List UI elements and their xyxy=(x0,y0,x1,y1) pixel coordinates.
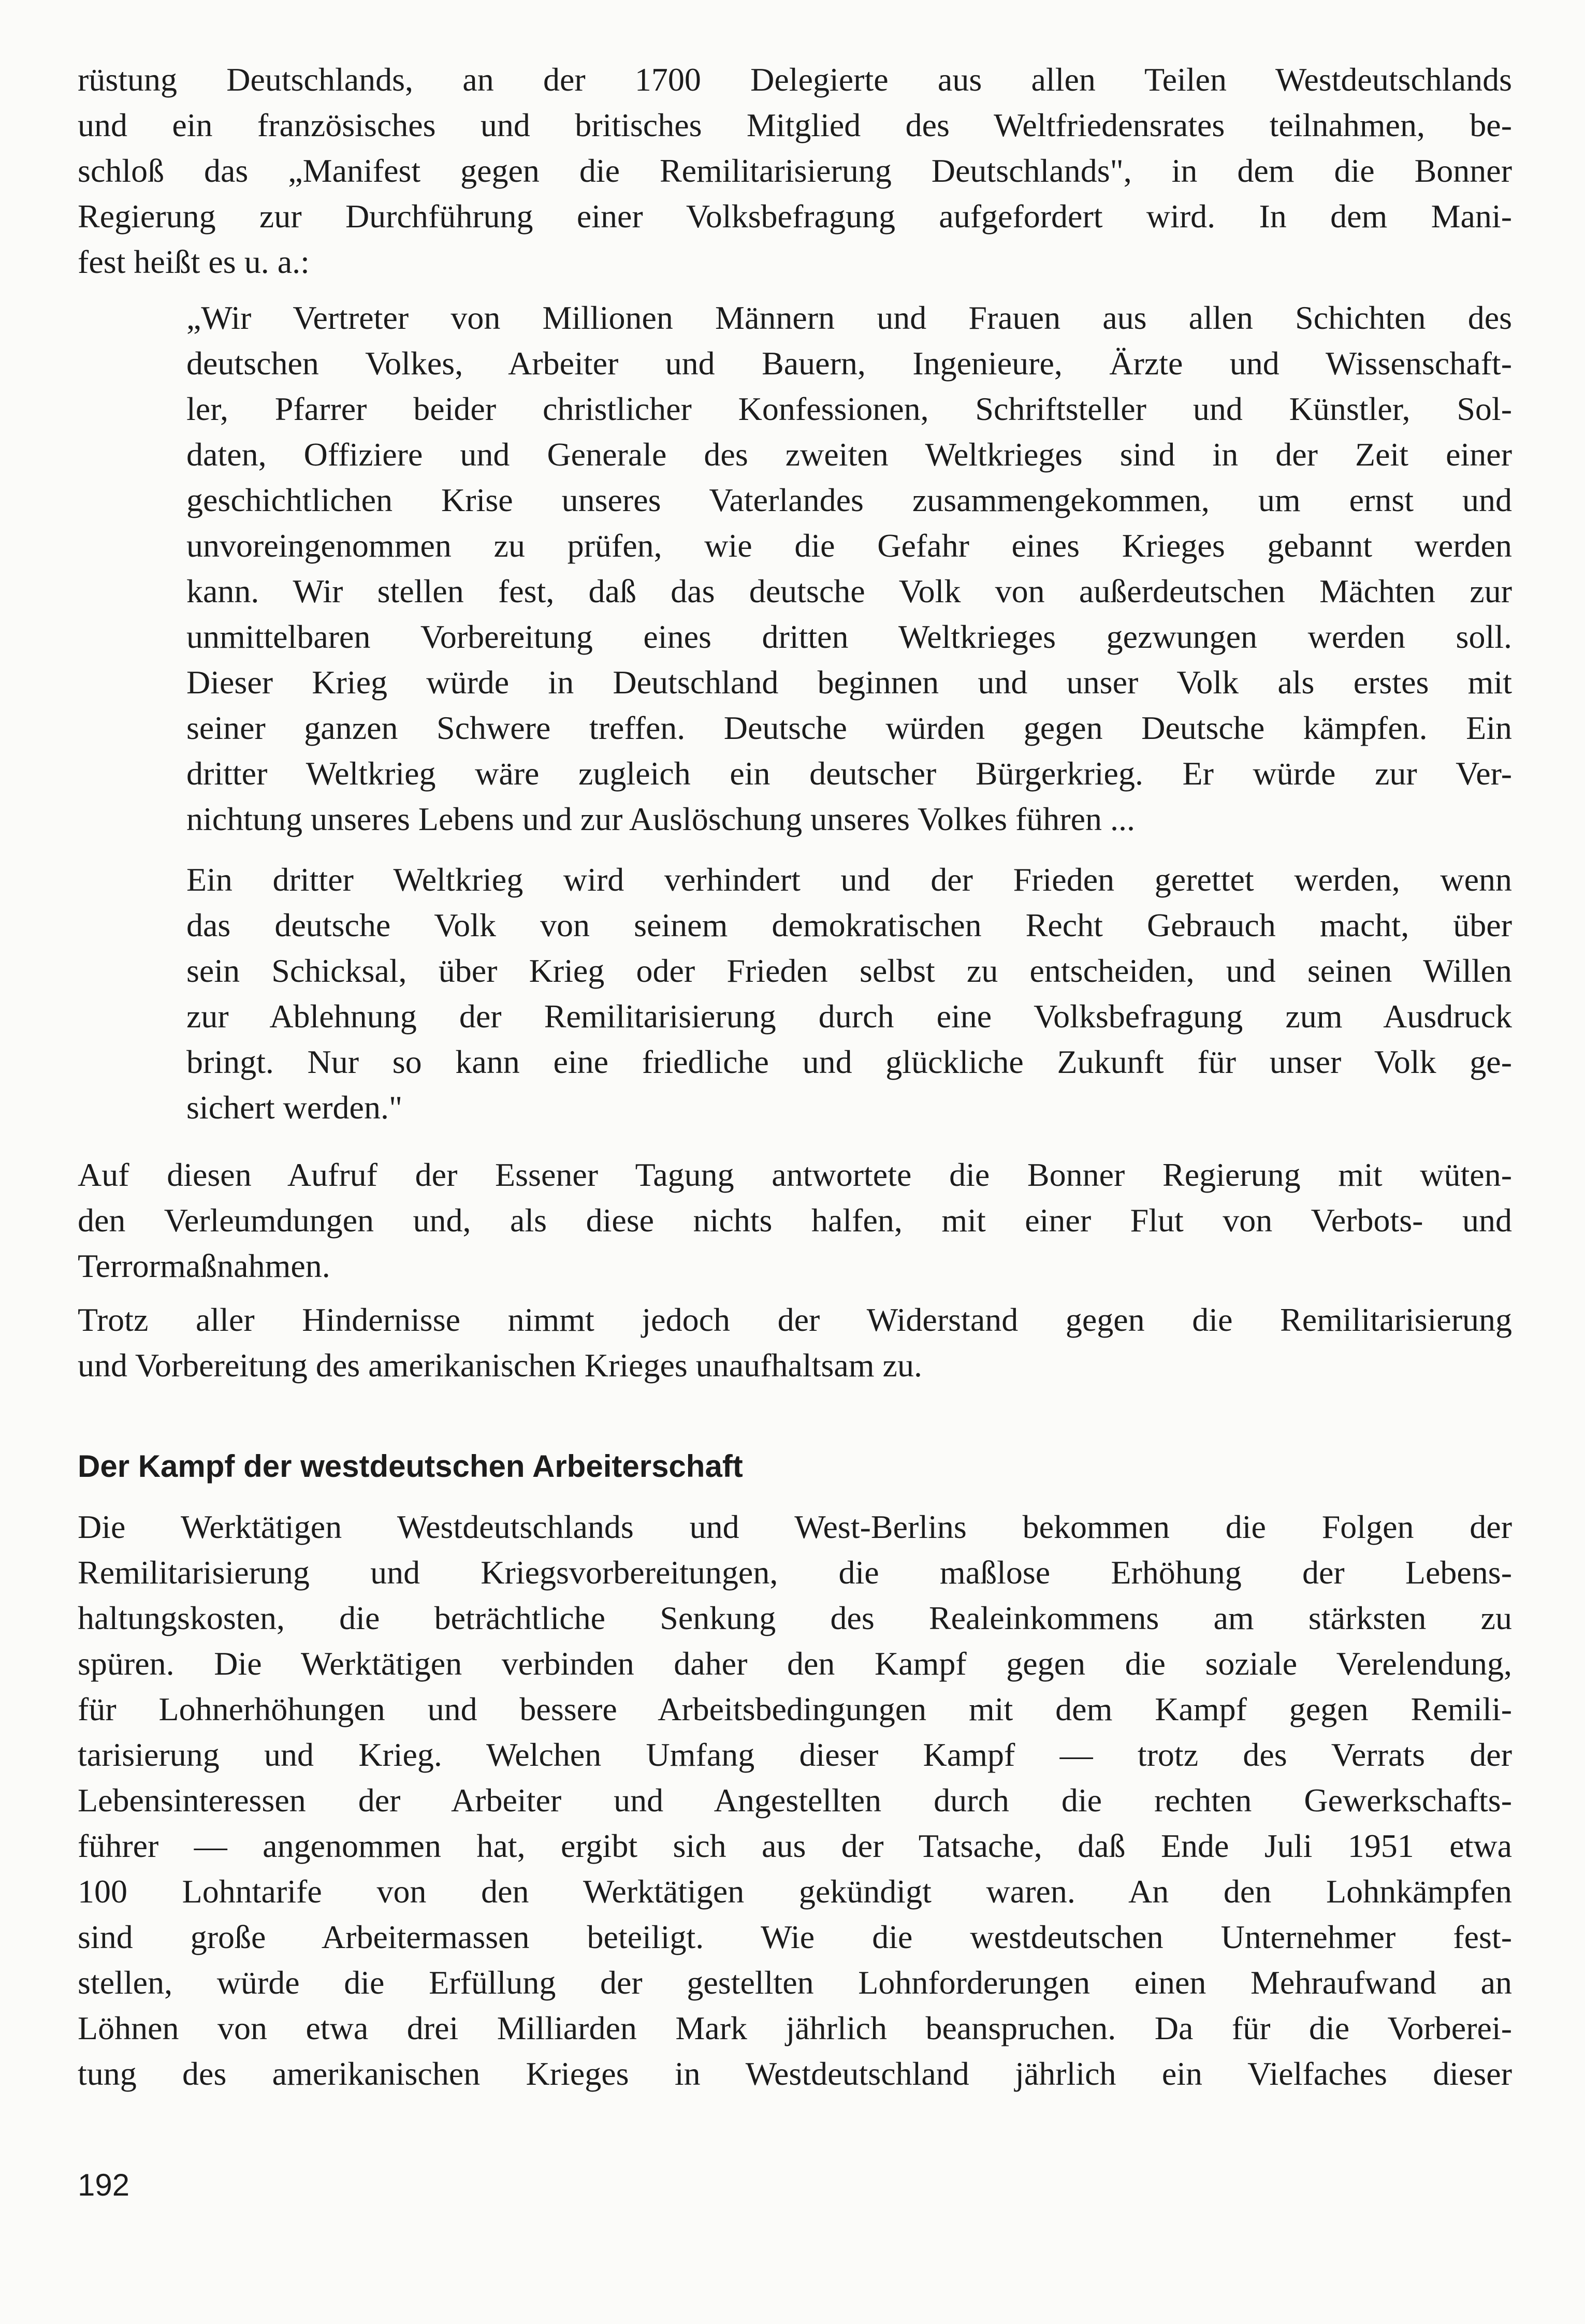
text-line: Lebensinteressen der Arbeiter und Angestellten durch die rechten Gewerkschafts- xyxy=(78,1782,1512,1819)
manifest-quote-part-2 xyxy=(186,857,1512,1130)
text-line: rüstung Deutschlands, an der 1700 Delegierte aus allen Teilen Westdeutschlands xyxy=(78,61,1512,98)
text-line: haltungskosten, die beträchtliche Senkung des Realeinkommens am stärksten zu xyxy=(78,1600,1512,1636)
text-line: kann. Wir stellen fest, daß das deutsche Volk von außerdeutschen Mächten zur xyxy=(186,573,1512,609)
text-line: für Lohnerhöhungen und bessere Arbeitsbedingungen mit dem Kampf gegen Remili- xyxy=(78,1691,1512,1727)
text-line: und Vorbereitung des amerikanischen Krieges unaufhaltsam zu. xyxy=(78,1347,922,1384)
text-line: nichtung unseres Lebens und zur Auslöschung unseres Volkes führen ... xyxy=(186,801,1135,837)
resistance-paragraph xyxy=(78,1297,1512,1388)
text-line: stellen, würde die Erfüllung der gestellten Lohnforderungen einen Mehraufwand an xyxy=(78,1964,1512,2001)
text-line: sind große Arbeitermassen beteiligt. Wie die westdeutschen Unternehmer fest- xyxy=(78,1919,1512,1955)
text-line: zur Ablehnung der Remilitarisierung durch eine Volksbefragung zum Ausdruck xyxy=(186,998,1512,1035)
text-line: dritter Weltkrieg wäre zugleich ein deutscher Bürgerkrieg. Er würde zur Ver- xyxy=(186,755,1512,792)
text-line: Ein dritter Weltkrieg wird verhindert und der Frieden gerettet werden, wenn xyxy=(186,861,1512,898)
text-line: fest heißt es u. a.: xyxy=(78,243,310,280)
text-line: den Verleumdungen und, als diese nichts halfen, mit einer Flut von Verbots- und xyxy=(78,1202,1512,1239)
text-line: Terrormaßnahmen. xyxy=(78,1247,330,1284)
text-line: Löhnen von etwa drei Milliarden Mark jährlich beanspruchen. Da für die Vorberei- xyxy=(78,2010,1512,2046)
text-line: Die Werktätigen Westdeutschlands und West-Berlins bekommen die Folgen der xyxy=(78,1508,1512,1545)
text-line: tung des amerikanischen Krieges in Westdeutschland jährlich ein Vielfaches dieser xyxy=(78,2055,1512,2092)
text-line: unvoreingenommen zu prüfen, wie die Gefahr eines Krieges gebannt werden xyxy=(186,527,1512,564)
text-line: schloß das „Manifest gegen die Remilitarisierung Deutschlands", in dem die Bonner xyxy=(78,152,1512,189)
text-line: geschichtlichen Krise unseres Vaterlandes zusammengekommen, um ernst und xyxy=(186,482,1512,518)
manifest-quote-part-1 xyxy=(186,295,1512,842)
text-line: bringt. Nur so kann eine friedliche und glückliche Zukunft für unser Volk ge- xyxy=(186,1043,1512,1080)
text-line: das deutsche Volk von seinem demokratischen Recht Gebrauch macht, über xyxy=(186,907,1512,943)
section-heading: Der Kampf der westdeutschen Arbeiterschaft xyxy=(78,1449,743,1484)
reaction-paragraph xyxy=(78,1152,1512,1289)
text-line: daten, Offiziere und Generale des zweiten Weltkrieges sind in der Zeit einer xyxy=(186,436,1512,473)
text-line: Dieser Krieg würde in Deutschland beginnen und unser Volk als erstes mit xyxy=(186,664,1512,701)
text-line: spüren. Die Werktätigen verbinden daher den Kampf gegen die soziale Verelendung, xyxy=(78,1645,1512,1682)
text-line: sichert werden." xyxy=(186,1089,403,1126)
text-line: „Wir Vertreter von Millionen Männern und Frauen aus allen Schichten des xyxy=(186,299,1512,336)
section-paragraph xyxy=(78,1504,1512,2097)
text-line: unmittelbaren Vorbereitung eines dritten Weltkrieges gezwungen werden soll. xyxy=(186,618,1512,655)
text-line: seiner ganzen Schwere treffen. Deutsche würden gegen Deutsche kämpfen. Ein xyxy=(186,709,1512,746)
text-line: 100 Lohntarife von den Werktätigen gekündigt waren. An den Lohnkämpfen xyxy=(78,1873,1512,1910)
text-line: Remilitarisierung und Kriegsvorbereitungen, die maßlose Erhöhung der Lebens- xyxy=(78,1554,1512,1591)
text-line: ler, Pfarrer beider christlicher Konfessionen, Schriftsteller und Künstler, Sol- xyxy=(186,390,1512,427)
text-line: führer — angenommen hat, ergibt sich aus der Tatsache, daß Ende Juli 1951 etwa xyxy=(78,1827,1512,1864)
text-line: Trotz aller Hindernisse nimmt jedoch der Widerstand gegen die Remilitarisierung xyxy=(78,1301,1512,1338)
page-number: 192 xyxy=(78,2168,130,2202)
text-line: tarisierung und Krieg. Welchen Umfang dieser Kampf — trotz des Verrats der xyxy=(78,1736,1512,1773)
text-line: und ein französisches und britisches Mitglied des Weltfriedensrates teilnahmen, be- xyxy=(78,107,1512,143)
text-line: deutschen Volkes, Arbeiter und Bauern, Ingenieure, Ärzte und Wissenschaft- xyxy=(186,345,1512,382)
text-line: Regierung zur Durchführung einer Volksbefragung aufgefordert wird. In dem Mani- xyxy=(78,198,1512,235)
intro-paragraph xyxy=(78,57,1512,285)
text-line: sein Schicksal, über Krieg oder Frieden selbst zu entscheiden, und seinen Willen xyxy=(186,952,1512,989)
text-line: Auf diesen Aufruf der Essener Tagung antwortete die Bonner Regierung mit wüten- xyxy=(78,1156,1512,1193)
